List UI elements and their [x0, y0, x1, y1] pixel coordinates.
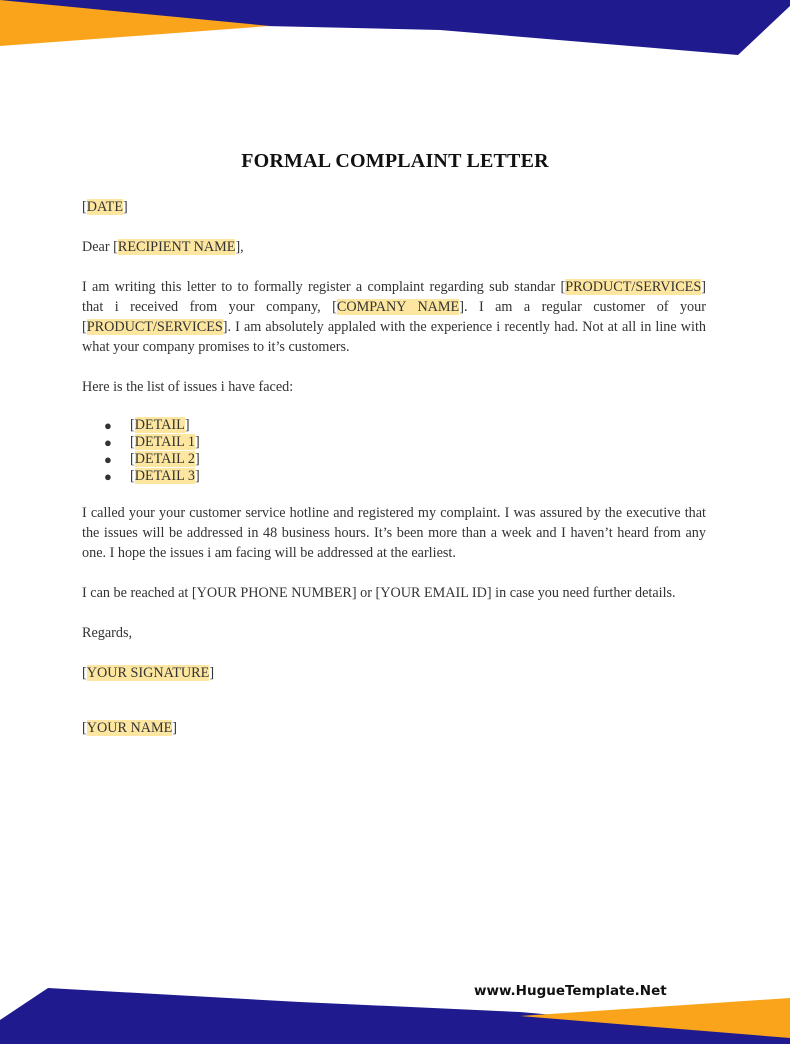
salutation: Dear: [82, 239, 110, 255]
date-line: [DATE]: [82, 199, 128, 215]
closing: Regards,: [82, 625, 133, 641]
list-item: ● [DETAIL]: [104, 417, 190, 433]
recipient-placeholder: RECIPIENT NAME: [117, 239, 236, 255]
letter-body: [82, 197, 706, 758]
product-placeholder-2: PRODUCT/SERVICES: [86, 319, 223, 335]
list-intro: Here is the list of issues i have faced:: [82, 379, 294, 395]
signature-placeholder: YOUR SIGNATURE: [86, 665, 210, 681]
bullet-icon: ●: [104, 452, 112, 467]
list-item: ● [DETAIL 2]: [104, 451, 200, 467]
paragraph-3: I can be reached at [YOUR PHONE NUMBER] or [YOUR EMAIL ID] in case you need further details.: [82, 585, 676, 601]
product-placeholder: PRODUCT/SERVICES: [565, 279, 702, 295]
document-title: FORMAL COMPLAINT LETTER: [241, 150, 549, 172]
footer-website: www.HugueTemplate.Net: [474, 983, 667, 999]
paragraph-1: I am writing this letter to to formally register a complaint regarding sub standar [PRODUCT/SERVICES] that i received from your company, [COMPANY NAME]. I am a regular customer of your [PRODUCT/SERVICES]. I am absolutely applaled with the experience i recently had. Not at all in line with what your company promises to it’s customers.: [82, 279, 706, 355]
name-placeholder: YOUR NAME: [86, 720, 173, 736]
issues-list: [82, 417, 706, 485]
date-placeholder: DATE: [86, 199, 123, 215]
signature-line: [YOUR SIGNATURE]: [82, 665, 215, 681]
paragraph-2: I called your your customer service hotline and registered my complaint. I was assured by the executive that the issues will be addressed in 48 business hours. It’s been more than a week and I haven’t heard from any one. I hope the issues i am facing will be addressed at the earliest.: [82, 505, 706, 561]
bullet-icon: ●: [104, 418, 112, 433]
list-item: ● [DETAIL 1]: [104, 434, 200, 450]
name-line: [YOUR NAME]: [82, 720, 177, 736]
salutation-line: Dear [RECIPIENT NAME],: [82, 239, 244, 255]
list-item: ● [DETAIL 3]: [104, 468, 200, 484]
bullet-icon: ●: [104, 435, 112, 450]
company-placeholder: COMPANY NAME: [336, 299, 460, 315]
bullet-icon: ●: [104, 469, 112, 484]
